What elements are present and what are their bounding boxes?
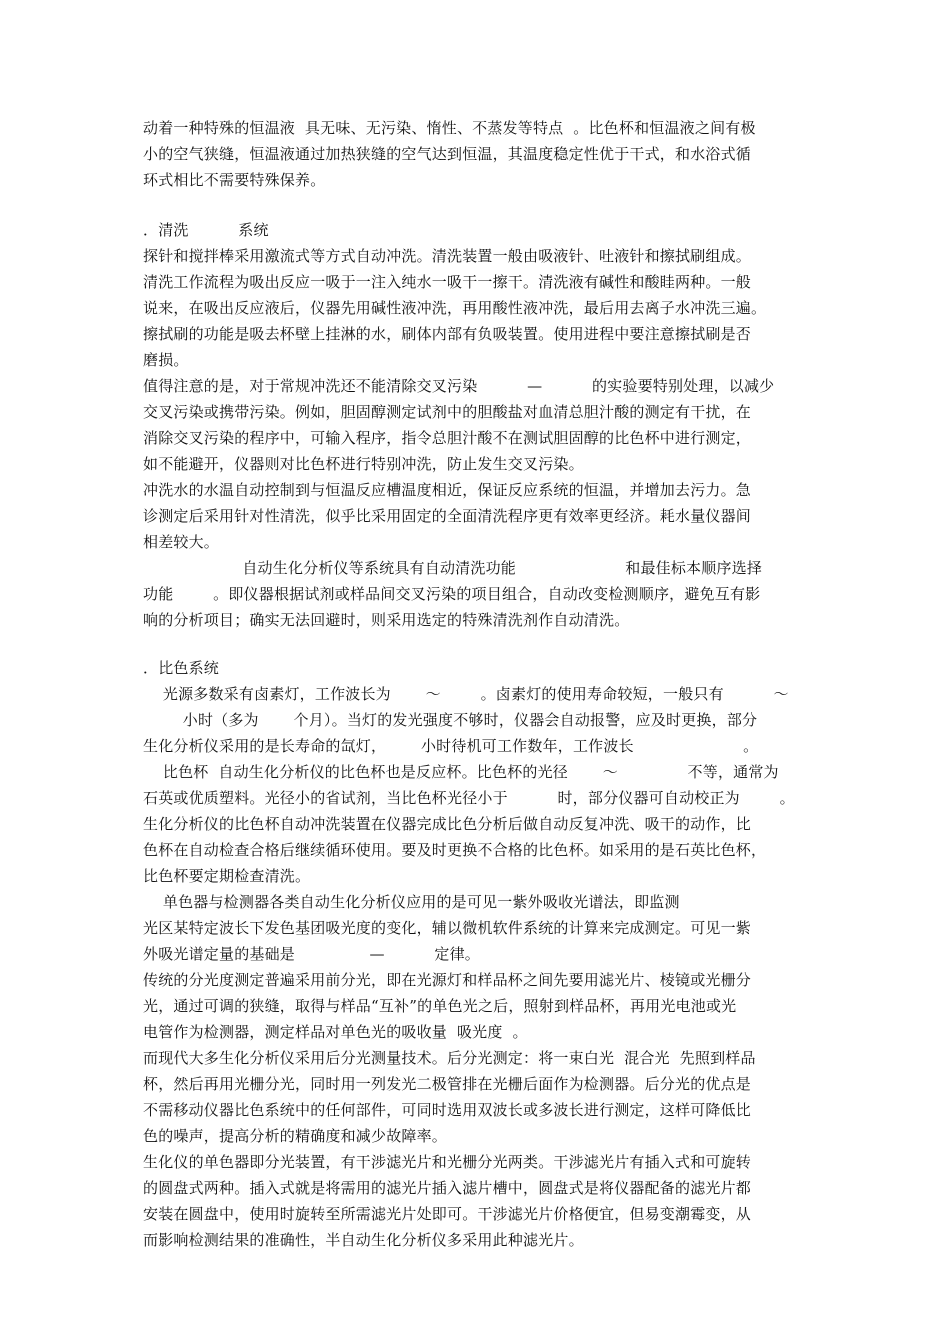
text-line: 环式相比不需要特殊保养。 [143, 171, 326, 189]
text-line: 光，通过可调的狭缝，取得与样品“互补”的单色光之后，照射到样品杯，再用光电池或光 [143, 997, 737, 1015]
text-line: 生化分析仪的比色杯自动冲洗装置在仪器完成比色分析后做自动反复冲洗、吸干的动作，比 [143, 815, 752, 833]
text-line: 磨损。 [143, 351, 189, 369]
text-line: 相差较大。 [143, 533, 220, 551]
text-line: 自动生化分析仪等系统具有自动清洗功能 和最佳标本顺序选择 [143, 559, 763, 577]
section-heading: ．清洗 系统 [143, 221, 269, 239]
text-line: 而影响检测结果的准确性，半自动生化分析仪多采用此种滤光片。 [143, 1231, 584, 1249]
text-line: 生化分析仪采用的是长寿命的氙灯， 小时待机可工作数年，工作波长 。 [143, 737, 759, 755]
text-line: 杯，然后再用光栅分光，同时用一列发光二极管排在光栅后面作为检测器。后分光的优点是 [143, 1075, 752, 1093]
text-line: 冲洗水的水温自动控制到与恒温反应槽温度相近，保证反应系统的恒温，并增加去污力。急 [143, 481, 752, 499]
text-line: 交叉污染或携带污染。例如，胆固醇测定试剂中的胆酸盐对血清总胆汁酸的测定有干扰，在 [143, 403, 752, 421]
text-line: 小的空气狭缝，恒温液通过加热狭缝的空气达到恒温，其温度稳定性优于干式，和水浴式循 [143, 145, 752, 163]
text-line: 色杯在自动检查合格后继续循环使用。要及时更换不合格的比色杯。如采用的是石英比色杯， [143, 841, 767, 859]
text-line: 安装在圆盘中，使用时旋转至所需滤光片处即可。干涉滤光片价格便宜，但易变潮霉变，从 [143, 1205, 752, 1223]
text-line: 消除交叉污染的程序中，可输入程序，指令总胆汁酸不在测试胆固醇的比色杯中进行测定， [143, 429, 752, 447]
text-line: 动着一种特殊的恒温液 具无味、无污染、惰性、不蒸发等特点 。比色杯和恒温液之间有极 [143, 119, 756, 137]
text-line: 色的噪声，提高分析的精确度和减少故障率。 [143, 1127, 448, 1145]
text-line: 擦拭刷的功能是吸去杯壁上挂淋的水，刷体内部有负吸装置。使用进程中要注意擦拭刷是否 [143, 325, 752, 343]
text-line: 外吸光谱定量的基础是 — 定律。 [143, 945, 481, 963]
text-line: 电管作为检测器，测定样品对单色光的吸收量 吸光度 。 [143, 1023, 528, 1041]
text-line: 功能 。即仪器根据试剂或样品间交叉污染的项目组合，自动改变检测顺序，避免互有影 [143, 585, 761, 603]
text-line: 探针和搅拌棒采用激流式等方式自动冲洗。清洗装置一般由吸液针、吐液针和擦拭刷组成。 [143, 247, 752, 265]
text-line: 不需移动仪器比色系统中的任何部件，可同时选用双波长或多波长进行测定，这样可降低比 [143, 1101, 752, 1119]
text-line: 诊测定后采用针对性清洗，似乎比采用固定的全面清洗程序更有效率更经济。耗水量仪器间 [143, 507, 752, 525]
text-line: 如不能避开，仪器则对比色杯进行特别冲洗，防止发生交叉污染。 [143, 455, 584, 473]
text-line: 石英或优质塑料。光径小的省试剂，当比色杯光径小于 时，部分仪器可自动校正为 。 [143, 789, 795, 807]
text-line: 值得注意的是，对于常规冲洗还不能清除交叉污染 — 的实验要特别处理，以减少 [143, 377, 775, 395]
text-line: 的圆盘式两种。插入式就是将需用的滤光片插入滤片槽中，圆盘式是将仪器配备的滤光片都 [143, 1179, 752, 1197]
text-line: 响的分析项目；确实无法回避时，则采用选定的特殊清洗剂作自动清洗。 [143, 611, 630, 629]
text-line: 比色杯 自动生化分析仪的比色杯也是反应杯。比色杯的光径 ～ 不等，通常为 [143, 763, 779, 781]
text-line: 生化仪的单色器即分光装置，有干涉滤光片和光栅分光两类。干涉滤光片有插入式和可旋转 [143, 1153, 752, 1171]
text-line: 传统的分光度测定普遍采用前分光，即在光源灯和样品杯之间先要用滤光片、棱镜或光栅分 [143, 971, 752, 989]
text-line: 单色器与检测器各类自动生化分析仪应用的是可见一紫外吸收光谱法，即监测 [143, 893, 680, 911]
text-line: 而现代大多生化分析仪采用后分光测量技术。后分光测定：将一束白光 混合光 先照到样品 [143, 1049, 756, 1067]
text-line: 光区某特定波长下发色基团吸光度的变化，辅以微机软件系统的计算来完成测定。可见一紫 [143, 919, 752, 937]
text-line: 说来，在吸出反应液后，仪器先用碱性液冲洗，再用酸性液冲洗，最后用去离子水冲洗三遍。 [143, 299, 767, 317]
text-line: 小时（多为 个月）。当灯的发光强度不够时，仪器会自动报警，应及时更换，部分 [143, 711, 758, 729]
text-line: 光源多数采有卤素灯，工作波长为 ～ 。卤素灯的使用寿命较短，一般只有 ～ [143, 685, 789, 703]
section-heading: ．比色系统 [143, 659, 220, 677]
text-line: 清洗工作流程为吸出反应一吸于一注入纯水一吸干一擦干。清洗液有碱性和酸眭两种。一般 [143, 273, 752, 291]
text-line: 比色杯要定期检查清洗。 [143, 867, 311, 885]
